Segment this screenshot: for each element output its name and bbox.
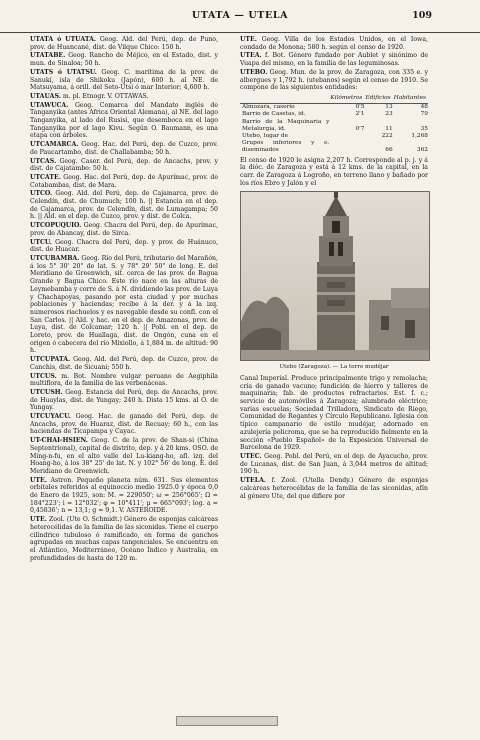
table-cell-buildings: 66: [385, 147, 393, 154]
table-row: [240, 104, 428, 112]
table-cell-km: 0'7: [355, 125, 365, 132]
table-cell-buildings: 23: [385, 111, 393, 118]
table-header-buildings: Edificios: [364, 94, 392, 104]
entry-definition: Geog. Rancho de Méjico, en el Estado, dist. y mun. de Sinaloa; 50 h.: [30, 52, 218, 68]
right-column-top-entries: [240, 36, 428, 92]
entry-headword: UTCATE.: [30, 173, 61, 181]
entry-definition: Geog. Hac. de ganado del Perú, dep. de Ancachs, prov. de Huaraz, dist. de Recuay; 60 h., con las haciendas de Ticapampa y Cayac.: [30, 413, 219, 436]
entry-headword: UTCOPUQUIO.: [30, 222, 82, 230]
table-header-inhabitants: Habitantes: [393, 94, 428, 104]
population-table: [240, 94, 428, 155]
left-column: [30, 36, 218, 726]
utebo-tower-photograph: [240, 191, 430, 361]
entry-definition: Geog. Mun. de la prov. de Zaragoza, con 335 e. y albergues y 1,792 h. (utebanos) según el censo de 1910. Se compone de las siguientes entidades:: [240, 68, 429, 92]
entry-definition: Zool. (Ute O. Schmidt.) Género de esponjas calcáreas heterocélidas de la familia de las siconidas. Tiene el cuerpo cilíndrico tubuloso ó ramificado, en forma de ganchos agrupadas en muchas capas tangenciales. Se encuentra en el Atlántico, Mediterráneo, Océano Índico y Australia, en profundidades de hasta de 120 m.: [30, 516, 218, 562]
entry-definition: f. Bot. Género fundado por Aublet y sinónimo de Vuapa del mismo, en la familia de las leguminosas.: [240, 52, 428, 68]
dictionary-entry: [30, 174, 218, 189]
running-title: UTATA — UTELA: [191, 10, 289, 21]
table-cell-km: 2'1: [355, 111, 365, 118]
entry-definition: Geog. Pobl. del Perú, en el dep. de Ayacucho, prov. de Lucanas, dist. de San Juan, á 3,044 metros de altitud; 190 h.: [240, 452, 428, 476]
entry-headword: UTCUS.: [30, 372, 57, 380]
entry-definition: Geog. Ald. del Perú, dep. de Cajamarca, prov. de Celendín, dist. de Chumuch; 100 h. || Estancia en el dep. de Cajamarca, prov. de Celendín, dist. de Lumagampa; 50 h. || Ald. en el dep. de Cuzco, prov. y dist. de Colca.: [30, 190, 218, 221]
table-header-km: Kilómetros: [329, 94, 364, 104]
table-cell-buildings: 222: [381, 132, 393, 139]
entry-headword: UTE.: [30, 516, 47, 524]
table-row: [240, 140, 428, 154]
table-cell-km: 0'5: [355, 104, 365, 111]
dictionary-entry: [30, 437, 218, 476]
dictionary-entry: [30, 356, 218, 371]
right-column-bottom-entries: [240, 375, 428, 500]
dictionary-entry: [30, 255, 218, 355]
dictionary-entry: [30, 93, 218, 101]
entry-headword: UT-CHAI-HSIEN.: [30, 437, 88, 445]
entry-headword: UTCO.: [30, 190, 53, 198]
dictionary-entry: [30, 239, 218, 254]
table-header-entity: [240, 94, 329, 104]
footer-print-mark: [176, 716, 278, 726]
entry-definition: Astron. Pequeño planeta núm. 631. Sus elementos orbitales referidos al equinoccio medio 1925.0 y época 0,0 de Enero de 1925, son: M. = 229050'; ω = 256°065'; Ω = 184°223'; i = 12°032'; φ = 10°411'; μ = 665°093'; log. a = 0,45836'; n = 13,1; g = 9,1. V. ASTEROIDE.: [30, 476, 218, 515]
dictionary-entry: [240, 453, 428, 476]
entry-definition: Canal Imperial. Produce principalmente trigo y remolacha; cría de ganado vacuno; fundición de hierro y talleres de maquinaria; fab. de productos refractarios. Est. f. c.; servicio de automóviles á Zaragoza; alumbrado eléctrico; varias escuelas; Sociedad Trilladora, Sindicato de Riego, Comunidad de Regantes y Círculo Republicano. Iglesia con típico campanario de estilo mudéjar, adornado en azulejería policroma, que se ha reproducido fielmente en la sección «Pueblo Español» de la Exposición Universal de Barcelona de 1929.: [240, 374, 428, 452]
entry-headword: UTE.: [30, 476, 47, 484]
dictionary-entry: [30, 158, 218, 173]
table-cell-inhabitants: 362: [416, 147, 428, 154]
running-header: [0, 2, 480, 33]
entry-definition: Geog. Hac. del Perú, dep. de Apurímac, prov. de Cotabambas, dist. de Mara.: [30, 173, 218, 189]
entry-definition: Geog. Hac. del Perú, dep. de Cuzco, prov. de Paucartambo, dist. de Challabamba; 50 h.: [30, 141, 219, 156]
entry-headword: UTELA.: [240, 477, 267, 485]
entry-definition: m. pl. Etnogr. V. OTTAWAS.: [62, 92, 149, 100]
entry-headword: UTE.: [240, 36, 257, 43]
dictionary-entry: [30, 222, 218, 237]
dictionary-entry: [30, 373, 218, 388]
dictionary-entry: [30, 36, 218, 51]
dictionary-entry: [30, 69, 218, 92]
dictionary-entry: [30, 477, 218, 516]
entry-headword: UTCUYACU.: [30, 413, 72, 421]
entry-definition: Geog. Estancia del Perú, dep. de Ancachs, prov. de Huaylas, dist. de Yungay; 240 h. Dista 15 kms. al O. de Yungay.: [30, 388, 219, 412]
table-cell-km: [329, 133, 364, 140]
dictionary-entry: [30, 102, 218, 141]
entry-definition: Geog. Caser. del Perú, dep. de Ancachs, prov. y dist. de Cajatambo: 50 h.: [30, 157, 218, 173]
entry-definition: Geog. Río del Perú, tributario del Marañón, á los 5° 30' 20" de lat. S. y 78° 29' 50" de long. E. del Meridiano de Greenwich, sit. cerca de las prov. de Bagua Grande y Bagua Chico. Este río nace en las alturas de Leymebamba y corre de S. á N. dividiendo las prov. de Luya y Chachapoyas, pasando por esta ciudad y por muchas poblaciones y haciendas; recibe á la der. y á la izq. numerosos riachuelos y es navegable desde su confl. con el San Carlos. || Ald. y hac. en el dep. de Amazonas, prov. de Luya, dist. de Colcamar; 120 h. || Pobl. en el dep. de Loreto, prov. de Huallaga, dist. de Ongón, cuna en el origen ó cabecera del río Mixiollo, á 1,884 m. de altitud: 90 h.: [30, 254, 219, 355]
table-cell-km: [329, 140, 364, 154]
entry-headword: UTEBO.: [240, 68, 268, 76]
entry-headword: UTAWUCA.: [30, 101, 69, 109]
table-cell-entity: Almozara, caserío: [242, 104, 295, 111]
dictionary-entry: [30, 190, 218, 221]
table-row: [240, 119, 428, 133]
entry-headword: UTCUPATA.: [30, 356, 71, 364]
table-cell-buildings: 13: [385, 104, 393, 111]
dictionary-entry: [240, 36, 428, 51]
table-row: [240, 133, 428, 140]
entry-headword: UTATA ó UTUATA.: [30, 36, 97, 43]
entry-definition: Geog. Villa de los Estados Unidos, en el Iowa, condado de Monona; 580 h. según el censo de 1920.: [240, 36, 429, 51]
dictionary-entry: [30, 389, 218, 412]
photo-caption: Utebo (Zaragoza). — La torre mudéjar: [279, 364, 389, 371]
dictionary-entry: [30, 413, 218, 436]
entry-headword: UTEC.: [240, 452, 262, 460]
entry-headword: UTATS ó UTATSU.: [30, 68, 97, 76]
entry-definition: m. Bot. Nombre vulgar peruano de Aegiphila multiflora, de la familia de las verbenáceas.: [30, 372, 219, 388]
table-cell-entity: Barrio de la Maquinaria y Metalurgia, id.: [242, 118, 330, 132]
table-cell-inhabitants: 79: [420, 111, 428, 118]
entry-definition: Geog. Chacra del Perú, dep. y prov. de Huánuco, dist. de Huacar.: [30, 238, 219, 254]
table-cell-inhabitants: 35: [420, 125, 428, 132]
dictionary-entry: [240, 375, 428, 452]
dictionary-entry: [30, 52, 218, 67]
table-cell-entity: Barrio de Casetas, id.: [242, 111, 306, 118]
dictionary-entry: [240, 69, 428, 92]
entry-definition: Geog. Comarca del Mandato inglés de Tanganyika (antes Africa Oriental Alemana), al NE. del lago Tanganyika, al lado del Rusisi, que desemboca en el lago Tanganyika por el lago Kivu. Según O. Baumann, es una etapa con árboles.: [30, 101, 219, 140]
tower-photo-illustration: [241, 192, 429, 360]
population-table-header: [240, 94, 428, 104]
dictionary-entry: [30, 141, 218, 156]
table-cell-buildings: 11: [385, 125, 393, 132]
entry-definition: Geog. Chacra del Perú, dep. de Apurímac, prov. de Abancay, dist. de Sirca.: [30, 222, 219, 237]
table-cell-inhabitants: 48: [420, 104, 428, 111]
table-cell-inhabitants: 1,268: [411, 132, 428, 139]
entry-headword: UTCAS.: [30, 157, 57, 165]
dictionary-entry: [240, 52, 428, 67]
entry-headword: UTATABE.: [30, 52, 66, 60]
table-cell-entity: Utebo, lugar de: [242, 132, 289, 139]
entry-headword: UTEA.: [240, 52, 262, 60]
entry-definition: Geog. Ald. del Perú, dep. de Cuzco, prov. de Canchis, dist. de Sicuani; 550 h.: [30, 356, 219, 371]
population-table-body: [240, 104, 428, 155]
dictionary-entry: [240, 477, 428, 500]
table-cell-entity: Grupos inferiores y e. diseminados: [242, 140, 330, 154]
entry-headword: UTCAMARCA.: [30, 141, 79, 149]
entry-definition: f. Zool. (Utella Dendy.) Género de esponjas calcáreas heterocélidas de la familia de las siconidas, afín al género Ute, del que difiere por: [240, 477, 428, 500]
entry-definition: Geog. C. marítima de la prov. de Sanukí, isla de Shikoku (Japón), 600 h. al NE. de Matsuyama, á orill. del Seto-Utsi ó mar Interior; 4,600 h.: [30, 68, 219, 92]
entry-headword: UTCU.: [30, 238, 52, 246]
utebo-census-paragraph: El censo de 1920 le asigna 2,207 h. Corresponde al p. j. y á la dióc. de Zaragoza y está á 12 kms. de la capital, en la carr. de Zaragoza á Logroño, en terreno llano y bañado por los ríos Ebro y Jalón y el: [240, 156, 428, 187]
entry-headword: UTAUAS.: [30, 92, 61, 100]
entry-headword: UTCUBAMBA.: [30, 254, 80, 262]
table-row: [240, 111, 428, 118]
entry-definition: Geog. C. de la prov. de Shan-si (China Septentrional), capital de distrito, dep. y á 20 kms. OSO. de Ming-n-fu, en el alto valle del Lu-kiang-ho, afl. izq. del Hoang-ho, á los 38° 25' de lat. N. y 102° 56' de long. E. del Meridiano de Greenwich.: [30, 437, 219, 475]
entry-headword: UTCUSH.: [30, 388, 63, 396]
dictionary-entry: [30, 516, 218, 562]
right-column: [240, 36, 428, 726]
entry-definition: Geog. Ald. del Perú, dep. de Puno, prov. de Huancané, dist. de Vilque Chico: 150 h.: [30, 36, 218, 51]
page-number: 109: [412, 10, 432, 21]
